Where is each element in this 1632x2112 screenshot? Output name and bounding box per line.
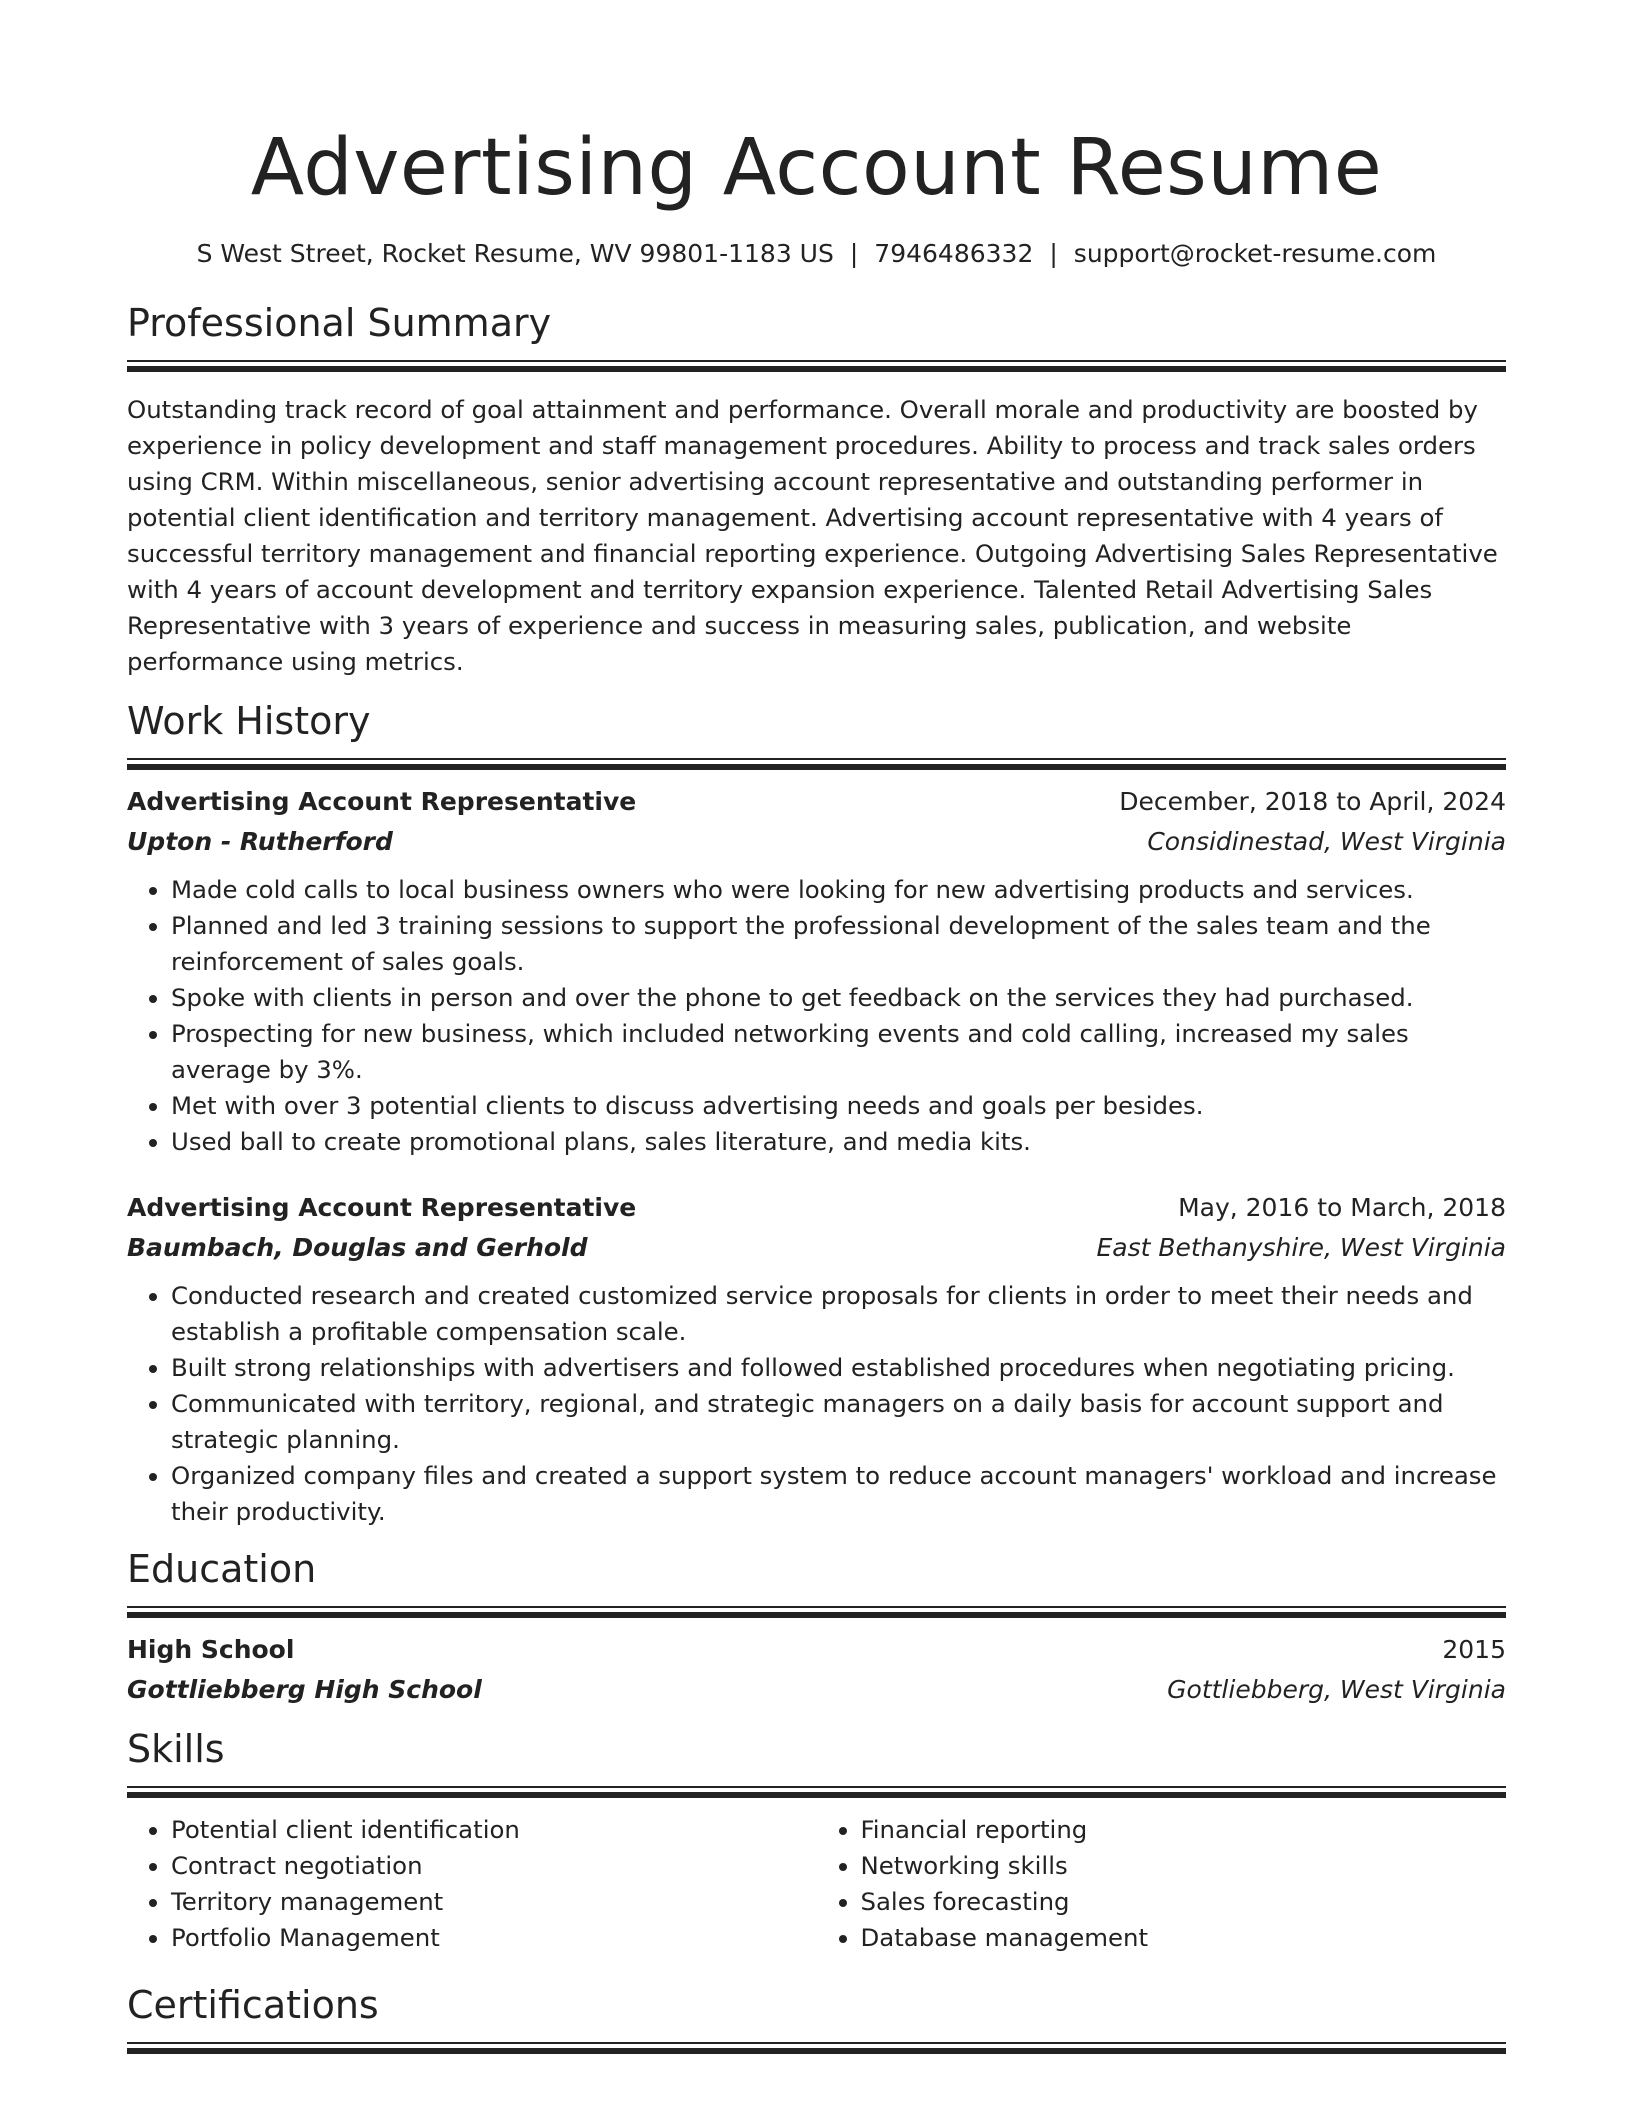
- summary-section: [127, 298, 1506, 680]
- education-section: [127, 1544, 1506, 1710]
- certifications-section: [127, 1980, 1506, 2054]
- contact-separator: |: [849, 239, 859, 268]
- section-divider: [127, 360, 1506, 372]
- section-heading-certifications: Certifications: [127, 1983, 379, 2027]
- skill-item: • Database management: [861, 1920, 1507, 1956]
- education-school: Gottliebberg High School: [127, 1675, 482, 1704]
- section-divider: [127, 758, 1506, 770]
- job-bullet: • Prospecting for new business, which included networking events and cold calling, increased my sales average by 3%.: [171, 1016, 1506, 1088]
- skill-item: • Networking skills: [861, 1848, 1507, 1884]
- section-divider: [127, 1786, 1506, 1798]
- skills-columns: [127, 1812, 1506, 1956]
- summary-text: Outstanding track record of goal attainment and performance. Overall morale and productivity are boosted by experience in policy development and staff management procedures. Ability to process and track sales orders using CRM. Within miscellaneous, senior advertising account representative and outstanding performer in potential client identification and territory management. Advertising account representative with 4 years of successful territory management and financial reporting experience. Outgoing Advertising Sales Representative with 4 years of account development and territory expansion experience. Talented Retail Advertising Sales Representative with 3 years of experience and success in measuring sales, publication, and website performance using metrics.: [127, 395, 1498, 676]
- skill-item: • Potential client identification: [171, 1812, 817, 1848]
- work-history-section: [127, 696, 1506, 1530]
- job-title: Advertising Account Representative: [127, 1193, 637, 1222]
- job-location: East Bethanyshire, West Virginia: [1096, 1233, 1506, 1262]
- contact-phone: 7946486332: [874, 239, 1034, 268]
- resume-title: Advertising Account Resume: [250, 123, 1383, 213]
- job-dates: May, 2016 to March, 2018: [1178, 1193, 1506, 1222]
- section-heading-work-history: Work History: [127, 699, 371, 743]
- job-company: Upton - Rutherford: [127, 827, 393, 856]
- job-header-row: [127, 782, 1506, 822]
- job-bullet: • Communicated with territory, regional, and strategic managers on a daily basis for account support and strategic planning.: [171, 1386, 1506, 1458]
- skill-item: • Territory management: [171, 1884, 817, 1920]
- skills-section: [127, 1724, 1506, 1956]
- job-location: Considinestad, West Virginia: [1147, 827, 1506, 856]
- skills-list-left: [127, 1812, 817, 1956]
- contact-line: [127, 236, 1506, 272]
- job-bullet: • Used ball to create promotional plans, sales literature, and media kits.: [171, 1124, 1506, 1160]
- job-company-row: [127, 822, 1506, 862]
- contact-separator: |: [1049, 239, 1058, 268]
- section-heading-education: Education: [127, 1547, 317, 1591]
- job-bullets: [127, 872, 1506, 1160]
- section-divider: [127, 2042, 1506, 2054]
- job-bullets: [127, 1278, 1506, 1530]
- skill-item: • Financial reporting: [861, 1812, 1507, 1848]
- job-bullet: • Made cold calls to local business owners who were looking for new advertising products and services.: [171, 872, 1506, 908]
- skill-item: • Portfolio Management: [171, 1920, 817, 1956]
- job-bullet: • Organized company files and created a support system to reduce account managers' workload and increase their productivity.: [171, 1458, 1506, 1530]
- skills-list-right: [817, 1812, 1507, 1956]
- job-bullet: • Built strong relationships with advertisers and followed established procedures when negotiating pricing.: [171, 1350, 1506, 1386]
- education-year: 2015: [1442, 1635, 1506, 1664]
- job-bullet: • Met with over 3 potential clients to discuss advertising needs and goals per besides.: [171, 1088, 1506, 1124]
- education-header-row: [127, 1630, 1506, 1670]
- job-bullet: • Spoke with clients in person and over the phone to get feedback on the services they had purchased.: [171, 980, 1506, 1016]
- contact-address: S West Street, Rocket Resume, WV 99801-1183 US: [196, 239, 834, 268]
- education-school-row: [127, 1670, 1506, 1710]
- section-divider: [127, 1606, 1506, 1618]
- job-company-row: [127, 1228, 1506, 1268]
- job-entry: [127, 782, 1506, 1160]
- job-dates: December, 2018 to April, 2024: [1119, 787, 1506, 816]
- job-bullet: • Planned and led 3 training sessions to support the professional development of the sales team and the reinforcement of sales goals.: [171, 908, 1506, 980]
- job-header-row: [127, 1188, 1506, 1228]
- education-location: Gottliebberg, West Virginia: [1167, 1675, 1506, 1704]
- section-heading-skills: Skills: [127, 1727, 225, 1771]
- section-heading-summary: Professional Summary: [127, 301, 552, 345]
- education-degree: High School: [127, 1635, 295, 1664]
- job-title: Advertising Account Representative: [127, 787, 637, 816]
- job-entry: [127, 1188, 1506, 1530]
- contact-email: support@rocket-resume.com: [1073, 239, 1437, 268]
- skill-item: • Contract negotiation: [171, 1848, 817, 1884]
- job-bullet: • Conducted research and created customized service proposals for clients in order to meet their needs and establish a profitable compensation scale.: [171, 1278, 1506, 1350]
- skill-item: • Sales forecasting: [861, 1884, 1507, 1920]
- job-company: Baumbach, Douglas and Gerhold: [127, 1233, 588, 1262]
